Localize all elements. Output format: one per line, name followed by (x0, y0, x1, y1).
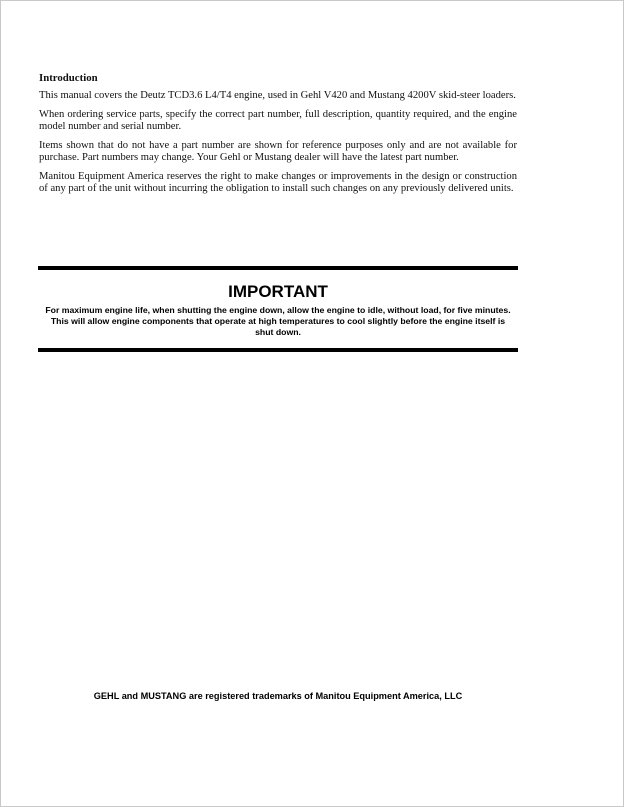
introduction-heading: Introduction (39, 72, 98, 84)
important-top-rule (38, 266, 518, 270)
intro-paragraph-ordering: When ordering service parts, specify the correct part number, full description, quantity required, and the engine model number and serial number. (39, 109, 517, 132)
introduction-section (39, 72, 517, 202)
important-notice-text: For maximum engine life, when shutting the engine down, allow the engine to idle, without load, for five minutes. This will allow engine components that operate at high temperatures to cool slightly before the engine itself is shut down. (45, 305, 511, 337)
intro-paragraph-reference-items: Items shown that do not have a part number are shown for reference purposes only and are not available for purchase. Part numbers may change. Your Gehl or Mustang dealer will have the latest part number. (39, 140, 517, 163)
trademark-footer: GEHL and MUSTANG are registered trademarks of Manitou Equipment America, LLC (93, 691, 463, 701)
important-heading: IMPORTANT (228, 282, 328, 301)
intro-paragraph-design-changes: Manitou Equipment America reserves the right to make changes or improvements in the design or construction of any part of the unit without incurring the obligation to install such changes on any previously delivered units. (39, 171, 517, 194)
intro-paragraph-coverage: This manual covers the Deutz TCD3.6 L4/T4 engine, used in Gehl V420 and Mustang 4200V skid-steer loaders. (39, 90, 516, 101)
important-bottom-rule (38, 348, 518, 352)
